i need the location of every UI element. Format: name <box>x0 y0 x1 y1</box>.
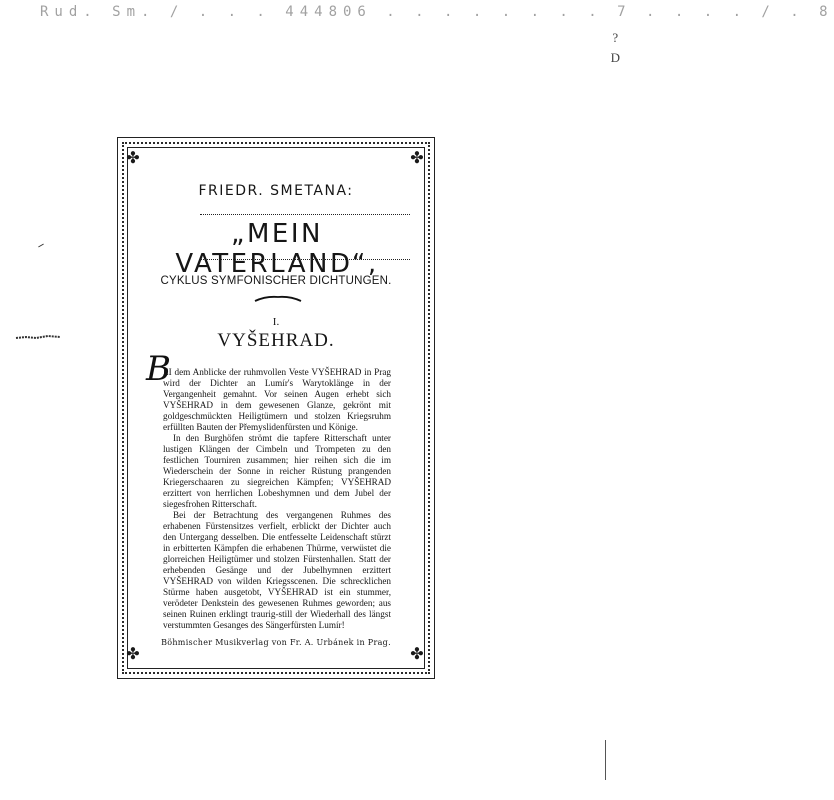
paragraph: EI dem Anblicke der ruhmvollen Veste VYŠEHRAD in Prag wird der Dichter an Lumír's Warytoklänge in der Vergangenheit gemahnt. Vor seinen Augen erhebt sich VYŠEHRAD in dem gewesenen Glanze, gekrönt mit goldgeschmückten Heiligtümern und stolzen Kriegsruhm erfüllten Bauten der Přemyslidenfürsten und Könige. <box>163 367 391 432</box>
title-rule-bottom <box>200 259 410 260</box>
work-title: „MEIN VATERLAND“, <box>175 219 379 279</box>
part-number: I. <box>272 316 280 328</box>
edge-mark: ? <box>612 30 619 45</box>
composer-name: FRIEDR. SMETANA: <box>198 183 354 199</box>
work-subtitle: CYKLUS SYMFONISCHER DICHTUNGEN. <box>160 275 392 287</box>
ornament-corner-icon: ✤ <box>410 646 424 663</box>
publisher-imprint: Böhmischer Musikverlag von Fr. A. Urbánek in Prag. <box>161 638 391 647</box>
ink-smudge-icon <box>16 335 60 340</box>
title-rule-top <box>200 214 410 215</box>
scan-header-strip: Rud. Sm. / . . . 444806 . . . . . . . . 7 . . . . / . 8 <box>40 4 834 20</box>
ink-speck <box>605 740 606 780</box>
dropcap-flourish-icon: B <box>146 349 171 389</box>
swash-rule-icon <box>254 295 302 303</box>
ornament-corner-icon: ✤ <box>126 646 140 663</box>
paragraph: Bei der Betrachtung des vergangenen Ruhmes des erhabenen Fürstensitzes verfielt, erblickt der Dichter auch den Untergang desselben. Die entfesselte Leidenschaft stürzt in erbitterten Kämpfen die erhabenen Thürme, verwüstet die glorreichen Heiligtümer und stolzen Fürstenhallen. Statt der erhebenden Gesänge und der Jubelhymnen erzittert VYŠEHRAD von wilden Kriegsscenen. Die schrecklichen Stürme haben ausgetobt, VYŠEHRAD ist ein stummer, verödeter Denkstein des gewesenen Ruhmes geworden; aus seinen Ruinen erklingt traurig-still der Wiederhall des längst verstummten Gesanges des Sängerfürsten Lumír! <box>163 510 391 630</box>
ink-speck <box>38 244 44 248</box>
programme-text <box>163 367 391 631</box>
paragraph: In den Burghöfen strömt die tapfere Ritterschaft unter lustigen Klängen der Cimbeln und Trompeten zu den festlichen Tourniren zusammen; hier reihen sich die im Wiederschein der Sonne in reicher Rüstung prangenden Kriegerschaaren zu siegreichen Kämpfen; VYŠEHRAD erzittert von herrlichen Lobeshymnen und dem Jubel der siegesfrohen Ritterschaft. <box>163 433 391 509</box>
ornament-corner-icon: ✤ <box>410 150 424 167</box>
part-title: VYŠEHRAD. <box>217 330 335 351</box>
edge-marks <box>611 28 620 68</box>
ornament-corner-icon: ✤ <box>126 150 140 167</box>
edge-mark: D <box>610 50 620 65</box>
